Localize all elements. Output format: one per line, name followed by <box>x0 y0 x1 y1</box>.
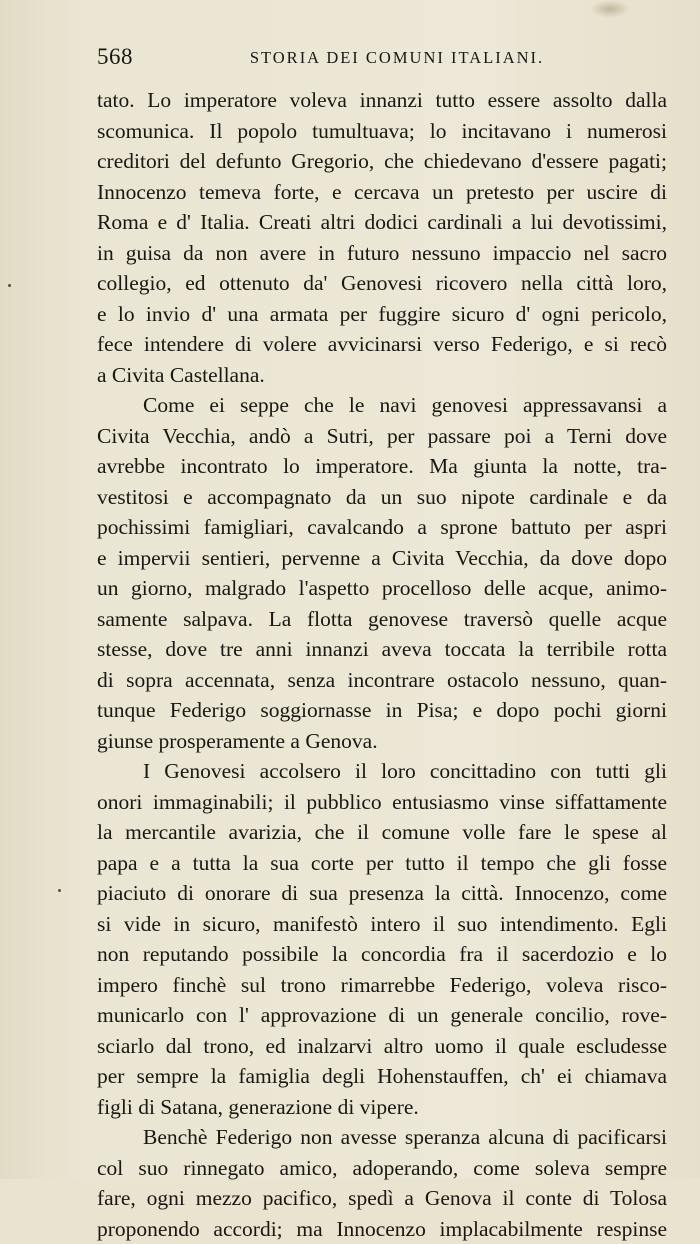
text-line: collegio, ed ottenuto da' Genovesi ricovero nella città loro, <box>97 268 667 299</box>
text-line: proponendo accordi; ma Innocenzo implacabilmente respinse <box>97 1214 667 1244</box>
text-line: pochissimi famigliari, cavalcando a sprone battuto per aspri <box>97 512 667 543</box>
text-line: per sempre la famiglia degli Hohenstauffen, ch' ei chiamava <box>97 1061 667 1092</box>
page-stain <box>590 0 630 18</box>
margin-mark <box>8 284 11 287</box>
text-line: non reputando possibile la concordia fra il sacerdozio e lo <box>97 939 667 970</box>
running-title: STORIA DEI COMUNI ITALIANI. <box>97 48 667 68</box>
text-line: e lo invio d' una armata per fuggire sicuro d' ogni pericolo, <box>97 299 667 330</box>
text-line: papa e a tutta la sua corte per tutto il tempo che gli fosse <box>97 848 667 879</box>
text-line: tunque Federigo soggiornasse in Pisa; e dopo pochi giorni <box>97 695 667 726</box>
text-line: vestitosi e accompagnato da un suo nipote cardinale e da <box>97 482 667 513</box>
text-line: di sopra accennata, senza incontrare ostacolo nessuno, quan- <box>97 665 667 696</box>
text-line: si vide in sicuro, manifestò intero il suo intendimento. Egli <box>97 909 667 940</box>
paragraph-end-line: a Civita Castellana. <box>97 360 667 391</box>
text-line: in guisa da non avere in futuro nessuno impaccio nel sacro <box>97 238 667 269</box>
body-text <box>97 85 667 1244</box>
page-header <box>97 44 667 74</box>
text-line: tato. Lo imperatore voleva innanzi tutto essere assolto dalla <box>97 85 667 116</box>
page-number: 568 <box>97 44 133 70</box>
text-line: fare, ogni mezzo pacifico, spedì a Genova il conte di Tolosa <box>97 1183 667 1214</box>
paragraph-end-line: giunse prosperamente a Genova. <box>97 726 667 757</box>
text-line: piaciuto di onorare di sua presenza la città. Innocenzo, come <box>97 878 667 909</box>
text-line: col suo rinnegato amico, adoperando, come soleva sempre <box>97 1153 667 1184</box>
text-line: samente salpava. La flotta genovese traversò quelle acque <box>97 604 667 635</box>
text-line: Roma e d' Italia. Creati altri dodici cardinali a lui devotissimi, <box>97 207 667 238</box>
text-line: sciarlo dal trono, ed inalzarvi altro uomo il quale escludesse <box>97 1031 667 1062</box>
text-line: Innocenzo temeva forte, e cercava un pretesto per uscire di <box>97 177 667 208</box>
text-line: creditori del defunto Gregorio, che chiedevano d'essere pagati; <box>97 146 667 177</box>
text-line: un giorno, malgrado l'aspetto procelloso delle acque, animo- <box>97 573 667 604</box>
paragraph-start-line: Come ei seppe che le navi genovesi appressavansi a <box>97 390 667 421</box>
text-line: Civita Vecchia, andò a Sutri, per passare poi a Terni dove <box>97 421 667 452</box>
text-line: impero finchè sul trono rimarrebbe Federigo, voleva risco- <box>97 970 667 1001</box>
margin-mark <box>58 889 61 892</box>
paragraph-start-line: I Genovesi accolsero il loro concittadino con tutti gli <box>97 756 667 787</box>
text-line: onori immaginabili; il pubblico entusiasmo vinse siffattamente <box>97 787 667 818</box>
text-line: fece intendere di volere avvicinarsi verso Federigo, e si recò <box>97 329 667 360</box>
text-line: e impervii sentieri, pervenne a Civita Vecchia, da dove dopo <box>97 543 667 574</box>
text-line: municarlo con l' approvazione di un generale concilio, rove- <box>97 1000 667 1031</box>
paragraph-start-line: Benchè Federigo non avesse speranza alcuna di pacificarsi <box>97 1122 667 1153</box>
text-line: scomunica. Il popolo tumultuava; lo incitavano i numerosi <box>97 116 667 147</box>
paragraph-end-line: figli di Satana, generazione di vipere. <box>97 1092 667 1123</box>
text-line: stesse, dove tre anni innanzi aveva toccata la terribile rotta <box>97 634 667 665</box>
text-line: la mercantile avarizia, che il comune volle fare le spese al <box>97 817 667 848</box>
text-line: avrebbe incontrato lo imperatore. Ma giunta la notte, tra- <box>97 451 667 482</box>
